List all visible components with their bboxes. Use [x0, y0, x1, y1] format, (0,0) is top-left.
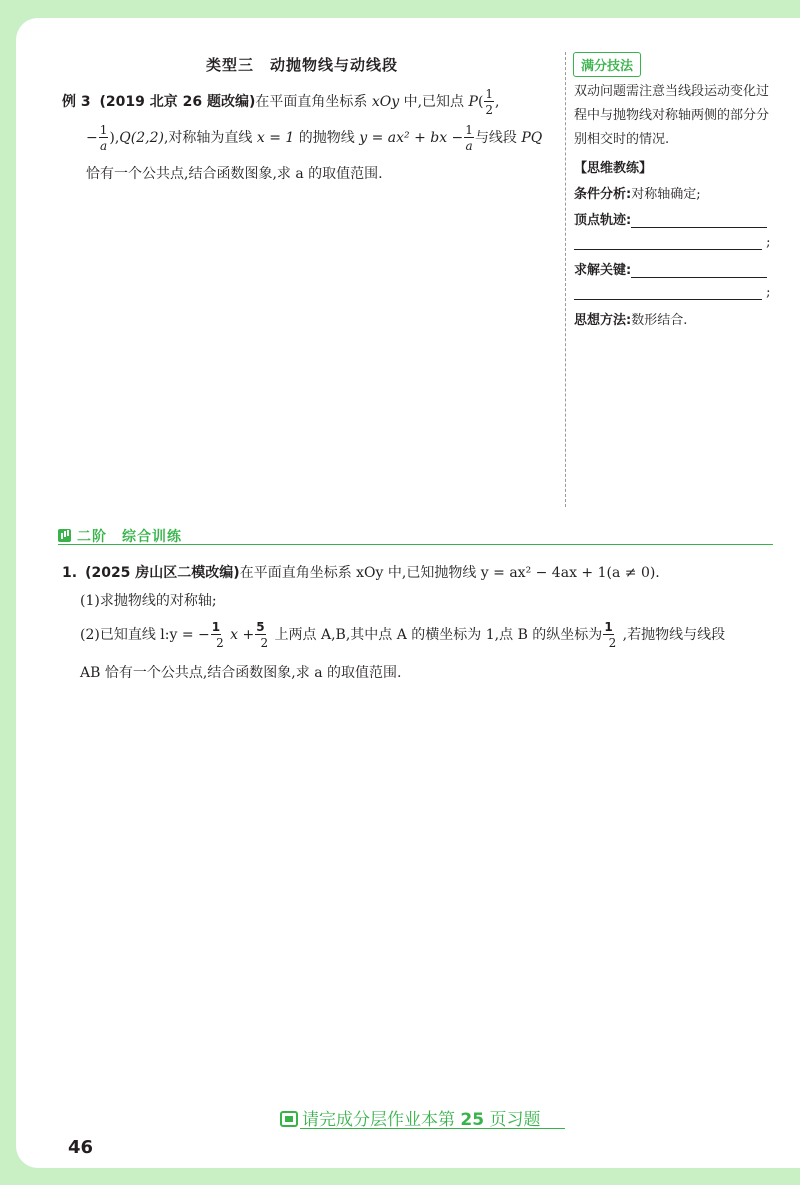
question-1: 1. (2025 房山区二模改编)在平面直角坐标系 xOy 中,已知抛物线 y = ax² − 4ax + 1(a ≠ 0). (1)求抛物线的对称轴; (2)已知直线 l:y = − $\frac{1}{2}$ x + $\frac{5}{2}$ 上两点 A,B,其中点 A 的横坐标为 1,点 B 的纵坐标为 $\frac{1}{2}$ ,若抛物线与线段 AB 恰有一个公共点,结合函数图象,求 a 的取值范围.	[62, 559, 782, 691]
book-icon	[280, 1111, 298, 1127]
type-label: 类型三	[206, 56, 255, 74]
homework-reminder: 请完成分层作业本第 25 页习题	[280, 1105, 540, 1130]
question-number: 1.	[62, 565, 78, 581]
sub-question-2-cont: AB 恰有一个公共点,结合函数图象,求 a 的取值范围.	[80, 665, 402, 681]
answer-blank[interactable]	[631, 213, 767, 228]
fraction: $\frac{1}{a}$	[465, 123, 473, 153]
column-divider	[565, 52, 566, 507]
solve-key: 求解关键:	[574, 259, 767, 278]
example-source: (2019 北京 26 题改编)	[99, 94, 256, 110]
tips-badge: 满分技法	[573, 52, 641, 77]
example-text-line3: 恰有一个公共点,结合函数图象,求 a 的取值范围.	[86, 166, 383, 182]
answer-blank[interactable]	[631, 263, 767, 278]
condition-analysis: 条件分析:对称轴确定;	[574, 187, 701, 202]
vertex-track-cont: ;	[574, 235, 771, 250]
page-number: 46	[68, 1137, 94, 1158]
section-divider	[58, 544, 773, 545]
example-3: 例 3 (2019 北京 26 题改编)在平面直角坐标系 xOy 中,已知点 P( $\frac{1}{2}$ , − $\frac{1}{a}$ ),Q(2,2),对称轴为直线 x = 1 的抛物线 y = ax² + bx − $\frac{1}{a}$ 与线段 PQ 恰有一个公共点,结合函数图象,求 a 的取值范围.	[62, 84, 557, 192]
chart-icon	[58, 529, 71, 542]
vertex-track: 顶点轨迹:	[574, 209, 767, 228]
fraction: $\frac{1}{a}$	[99, 123, 108, 153]
fraction: $\frac{1}{2}$	[485, 87, 494, 117]
section-header: 二阶 综合训练	[58, 526, 182, 546]
thinking-method: 思想方法:数形结合.	[574, 313, 688, 328]
type-title	[206, 54, 398, 75]
question-source: (2025 房山区二模改编)	[85, 565, 240, 581]
sub-question-2: (2)已知直线 l:y = − $\frac{1}{2}$ x + $\frac{5}{2}$ 上两点 A,B,其中点 A 的横坐标为 1,点 B 的纵坐标为 $\frac{1}{2}$ ,若抛物线与线段	[80, 620, 726, 650]
footer-underline	[300, 1128, 565, 1129]
answer-blank[interactable]	[574, 235, 762, 250]
answer-blank[interactable]	[574, 285, 762, 300]
solve-key-cont: ;	[574, 285, 771, 300]
tips-text: 双动问题需注意当线段运动变化过程中与抛物线对称轴两侧的部分分别相交时的情况.	[574, 84, 770, 147]
type-topic: 动抛物线与动线段	[270, 56, 399, 74]
example-tag: 例 3	[62, 94, 91, 110]
sub-question-1: (1)求抛物线的对称轴;	[80, 593, 217, 609]
think-coach-title: 【思维教练】	[574, 161, 653, 176]
